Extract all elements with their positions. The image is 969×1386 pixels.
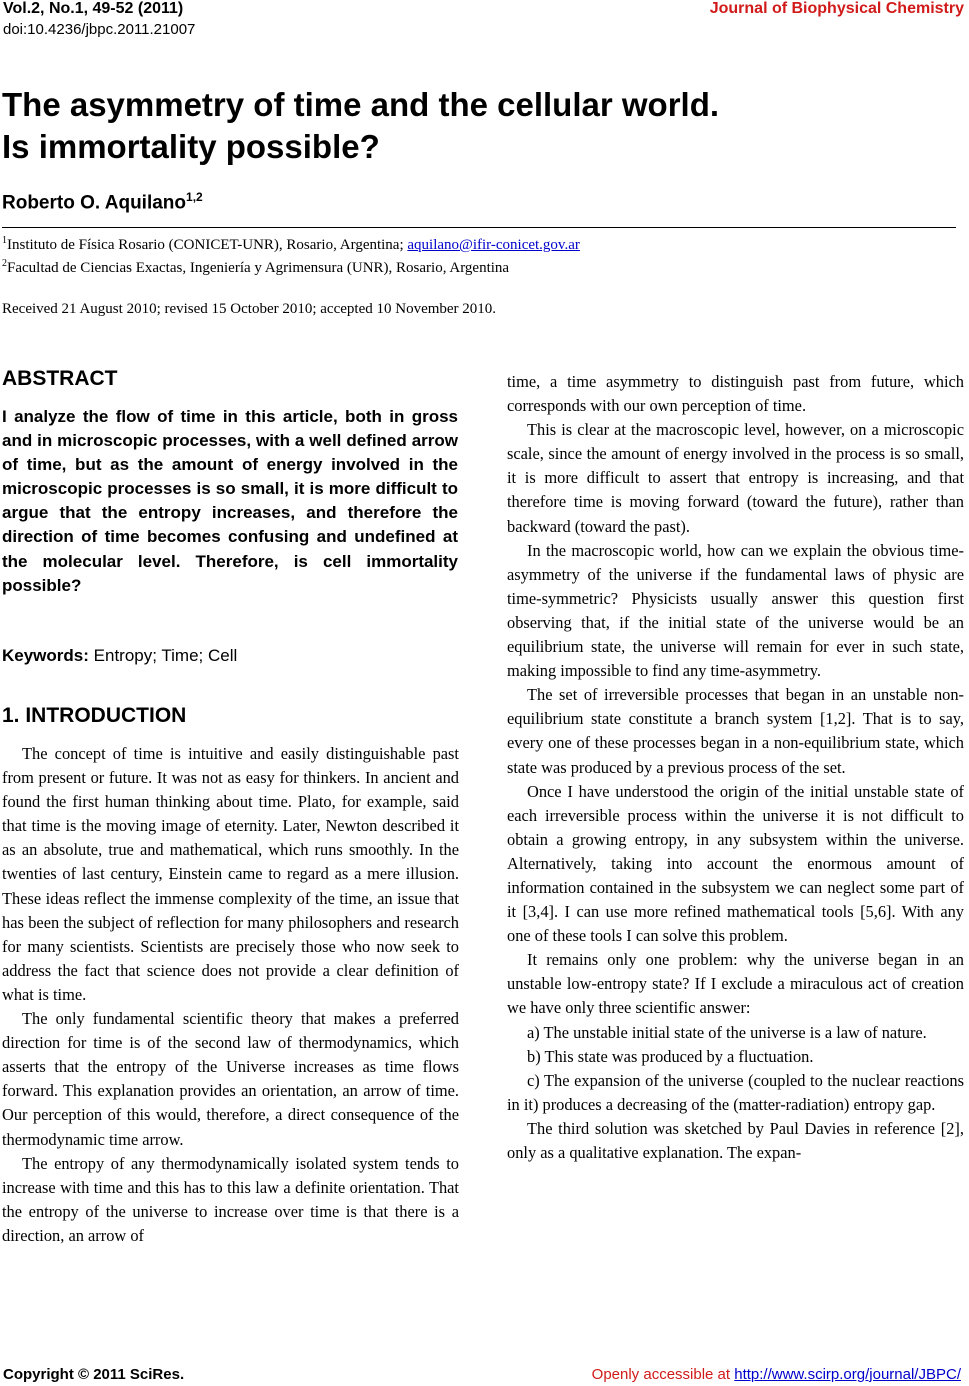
paragraph: c) The expansion of the universe (coupled to the nuclear reactions in it) produces a decreasing of the (matter-radiation) entropy gap. [507,1070,964,1114]
footer-access [592,1366,961,1383]
affiliation-2-text: Facultad de Ciencias Exactas, Ingeniería y Agrimensura (UNR), Rosario, Argentina [7,260,510,276]
affiliation-2 [2,258,509,277]
paragraph: The set of irreversible processes that began in an unstable non-equilibrium state constitute a branch system [1,2]. That is to say, every one of these processes began in a non-equilibrium state, which state was produced by a previous process of the set. [507,685,964,777]
right-column-body [507,370,964,1165]
footer-access-text: Openly accessible at [591,1366,735,1383]
section-1-heading: 1. INTRODUCTION [2,704,187,727]
title-line-1: The asymmetry of time and the cellular world. [2,86,720,123]
journal-name: Journal of Biophysical Chemistry [709,0,964,17]
abstract-text: I analyze the flow of time in this article, both in gross and in microscopic processes, with a well defined arrow of time, but as the amount of energy involved in the microscopic processes is so small, it is more difficult to argue that the entropy increases, and therefore the direction of time becomes confusing and undefined at the molecular level. Therefore, is cell immortality possible? [2,407,458,595]
affiliation-1 [2,235,580,254]
paragraph: The only fundamental scientific theory that makes a preferred direction for time is of the second law of thermodynamics, which asserts that the entropy of the Universe increases as time flows forward. This explanation provides an orientation, an arrow of time. Our perception of this would, therefore, a direct consequence of the thermodynamic time arrow. [2,1009,459,1149]
paragraph: b) This state was produced by a fluctuation. [527,1046,814,1066]
footer-copyright: Copyright © 2011 SciRes. [3,1366,185,1383]
author-email-link[interactable]: aquilano@ifir-conicet.gov.ar [407,237,580,253]
article-title [2,84,942,168]
paragraph: time, a time asymmetry to distinguish past from future, which corresponds with our own perception of time. [507,372,964,416]
author-affiliation-marks: 1,2 [186,190,203,204]
paragraph: The third solution was sketched by Paul Davies in reference [2], only as a qualitative explanation. The expan- [507,1118,964,1162]
affiliation-1-text: Instituto de Física Rosario (CONICET-UNR), Rosario, Argentina; [7,237,408,253]
keywords-text: Entropy; Time; Cell [88,646,238,665]
article-doi: doi:10.4236/jbpc.2011.21007 [3,21,196,38]
title-line-2: Is immortality possible? [2,128,380,165]
left-column-body [2,742,459,1248]
paragraph: The entropy of any thermodynamically isolated system tends to increase with time and this has to this law a definite orientation. That the entropy of the universe to increase over time is that there is a direction, an arrow of [2,1153,459,1245]
author [2,190,203,214]
paragraph: a) The unstable initial state of the universe is a law of nature. [527,1022,927,1042]
paragraph: In the macroscopic world, how can we explain the obvious time-asymmetry of the universe if the fundamental laws of physic are time-symmetric? Physicists usually answer this question first observing that, if the initial state of the universe would be an equilibrium state, the universe will remain for ever in such state, making impossible to find any time-asymmetry. [507,540,964,681]
keywords [2,646,237,666]
affiliation-2-mark: 2 [2,258,7,269]
journal-url-link[interactable]: http://www.scirp.org/journal/JBPC/ [734,1366,961,1383]
received-dates: Received 21 August 2010; revised 15 October 2010; accepted 10 November 2010. [2,301,497,317]
paragraph: The concept of time is intuitive and easily distinguishable past from present or future. It was not as easy for thinkers. In ancient and found the first human thinking about time. Plato, for example, said that time is the moving image of eternity. Later, Newton described it as an absolute, true and mathematical, which runs smoothly. In the twenties of last century, Einstein came to regard as a mere illusion. These ideas reflect the immense complexity of the time, an issue that has been the subject of reflection for many philosophers and research for many scientists. Scientists are precisely those who now seek to address the fact that science does not provide a clear definition of what is time. [2,744,459,1004]
header-divider [2,227,956,228]
journal-volume: Vol.2, No.1, 49-52 (2011) [3,0,184,17]
paragraph: This is clear at the macroscopic level, however, on a microscopic scale, since the amount of energy involved in the process is so small, it is more difficult to assert that entropy is increasing, and that therefore time is moving forward (toward the future), rather than backward (toward the past). [507,420,964,536]
paragraph: It remains only one problem: why the universe began in an unstable low-entropy state? If I exclude a miraculous act of creation we have only three scientific answer: [507,950,964,1018]
abstract-heading: ABSTRACT [2,367,118,390]
keywords-label: Keywords: [2,646,89,665]
author-name: Roberto O. Aquilano [2,192,187,214]
paragraph: Once I have understood the origin of the initial unstable state of each irreversible process within the universe it is not difficult to obtain a growing entropy, in any subsystem within the universe. Alternatively, taking into account the enormous amount of information contained in the subsystem we can neglect some part of it [3,4]. I can use more refined mathematical tools [5,6]. With any one of these tools I can solve this problem. [507,781,964,946]
affiliation-1-mark: 1 [2,235,7,246]
